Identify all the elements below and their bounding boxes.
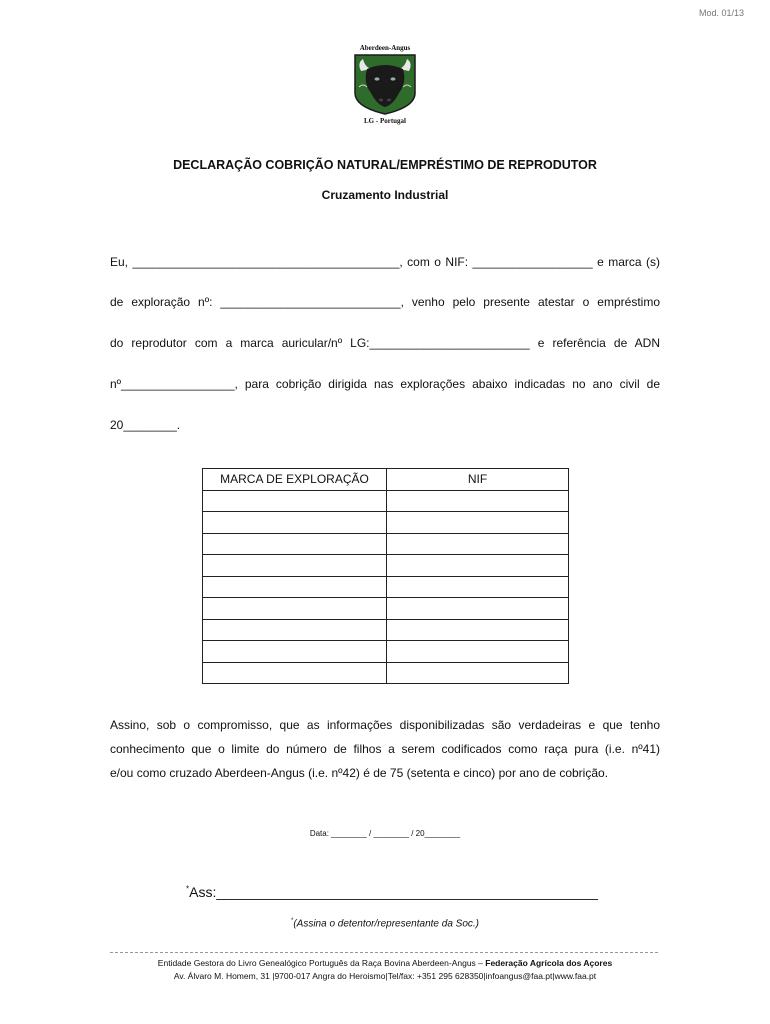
nif-cell[interactable] [387, 598, 569, 620]
table-header-row [203, 469, 569, 491]
footer-address: Av. Álvaro M. Homem, 31 |9700-017 Angra do Heroismo|Tel/fax: +351 295 628350|infoangus@faa.pt|www.faa.pt [173, 971, 597, 981]
table-row [203, 576, 569, 598]
table-row [203, 598, 569, 620]
table-row [203, 619, 569, 641]
declaration-line-3: do reprodutor com a marca auricular/nº LG:________________________ e referência de ADN [110, 336, 660, 350]
logo-emblem [353, 53, 417, 115]
footer-federation: Federação Agrícola dos Açores [485, 958, 613, 968]
footer-entity-text: Entidade Gestora do Livro Genealógico Português da Raça Bovina Aberdeen-Angus – [157, 958, 486, 968]
signature-note-marker: * [290, 918, 294, 924]
nif-cell[interactable] [387, 512, 569, 534]
marca-cell[interactable] [203, 555, 387, 577]
marca-cell[interactable] [203, 662, 387, 684]
declaration-line-1: Eu, ________________________________________, com o NIF: __________________ e marca (s) [110, 255, 660, 269]
document-subtitle: Cruzamento Industrial [321, 188, 449, 202]
table-row [203, 512, 569, 534]
marca-cell[interactable] [203, 533, 387, 555]
marca-cell[interactable] [203, 598, 387, 620]
logo-top-text: Aberdeen-Angus [359, 44, 411, 52]
signature-note [0, 918, 770, 929]
model-code: Mod. 01/13 [698, 8, 744, 18]
declaration-line-2: de exploração nº: ___________________________, venho pelo presente atestar o empréstimo [110, 295, 660, 309]
marca-cell[interactable] [203, 576, 387, 598]
table-row [203, 533, 569, 555]
nif-cell[interactable] [387, 662, 569, 684]
bull-head-icon [353, 53, 417, 115]
commitment-paragraph [110, 713, 660, 785]
table-row [203, 555, 569, 577]
nif-cell[interactable] [387, 533, 569, 555]
marca-cell[interactable] [203, 641, 387, 663]
commitment-line-2: conhecimento que o limite do número de filhos a serem codificados como raça pura (i.e. nº41) [110, 742, 660, 756]
signature-marker: * [186, 884, 190, 894]
column-header-nif: NIF [387, 469, 569, 491]
commitment-line-3: e/ou como cruzado Aberdeen-Angus (i.e. nº42) é de 75 (setenta e cinco) por ano de cobrição. [110, 766, 609, 780]
table-row [203, 662, 569, 684]
logo [350, 44, 420, 126]
footer-divider [110, 952, 658, 953]
exploration-table [202, 468, 569, 684]
declaration-line-5: 20________. [110, 418, 181, 432]
nif-cell[interactable] [387, 490, 569, 512]
marca-cell[interactable] [203, 512, 387, 534]
column-header-marca: MARCA DE EXPLORAÇÃO [203, 469, 387, 491]
declaration-line-4: nº_________________, para cobrição dirigida nas explorações abaixo indicadas no ano civil de [110, 377, 660, 391]
nif-cell[interactable] [387, 641, 569, 663]
marca-cell[interactable] [203, 490, 387, 512]
marca-cell[interactable] [203, 619, 387, 641]
nif-cell[interactable] [387, 576, 569, 598]
nif-cell[interactable] [387, 555, 569, 577]
logo-bottom-text: LG - Portugal [364, 117, 406, 125]
table-row [203, 641, 569, 663]
commitment-line-1: Assino, sob o compromisso, que as informações disponibilizadas são verdadeiras e que tenho [110, 718, 660, 732]
document-title: DECLARAÇÃO COBRIÇÃO NATURAL/EMPRÉSTIMO DE REPRODUTOR [173, 158, 597, 172]
table-row [203, 490, 569, 512]
footer-entity [0, 958, 770, 968]
signature-note-text: (Assina o detentor/representante da Soc.) [293, 918, 479, 930]
signature-label: Ass:_________________________________________________ [189, 884, 598, 900]
date-line: Data: ________ / ________ / 20________ [309, 829, 461, 838]
signature-line [186, 884, 598, 900]
nif-cell[interactable] [387, 619, 569, 641]
